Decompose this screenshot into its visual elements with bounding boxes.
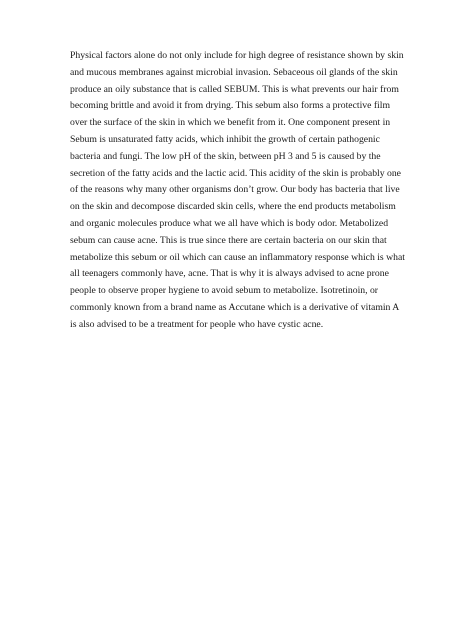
paragraph-line: on the skin and decompose discarded skin cells, where the end products metabolism — [70, 201, 396, 213]
paragraph-line: sebum can cause acne. This is true since there are certain bacteria on our skin that — [70, 234, 387, 246]
paragraph-line: people to observe proper hygiene to avoid sebum to metabolize. Isotretinoin, or — [70, 285, 379, 297]
paragraph-line: is also advised to be a treatment for people who have cystic acne. — [70, 318, 324, 330]
body-paragraph — [70, 48, 413, 334]
paragraph-line: Physical factors alone do not only include for high degree of resistance shown by skin — [70, 50, 404, 61]
paragraph-line: all teenagers commonly have, acne. That is why it is always advised to acne prone — [70, 268, 389, 280]
paragraph-line: of the reasons why many other organisms don’t grow. Our body has bacteria that live — [70, 184, 400, 196]
paragraph-line: over the surface of the skin in which we benefit from it. One component present in — [70, 117, 391, 129]
paragraph-line: metabolize this sebum or oil which can cause an inflammatory response which is what — [70, 251, 405, 263]
paragraph-line: Sebum is unsaturated fatty acids, which inhibit the growth of certain pathogenic — [70, 133, 380, 145]
paragraph-line: and mucous membranes against microbial invasion. Sebaceous oil glands of the skin — [70, 66, 398, 78]
paragraph-line: and organic molecules produce what we all have which is body odor. Metabolized — [70, 217, 389, 229]
paragraph-line: becoming brittle and avoid it from drying. This sebum also forms a protective film — [70, 100, 390, 112]
paragraph-line: produce an oily substance that is called SEBUM. This is what prevents our hair from — [70, 83, 399, 95]
paragraph-line: bacteria and fungi. The low pH of the skin, between pH 3 and 5 is caused by the — [70, 150, 381, 162]
paragraph-line: secretion of the fatty acids and the lactic acid. This acidity of the skin is probably one — [70, 167, 401, 179]
paragraph-line: commonly known from a brand name as Accutane which is a derivative of vitamin A — [70, 301, 400, 313]
